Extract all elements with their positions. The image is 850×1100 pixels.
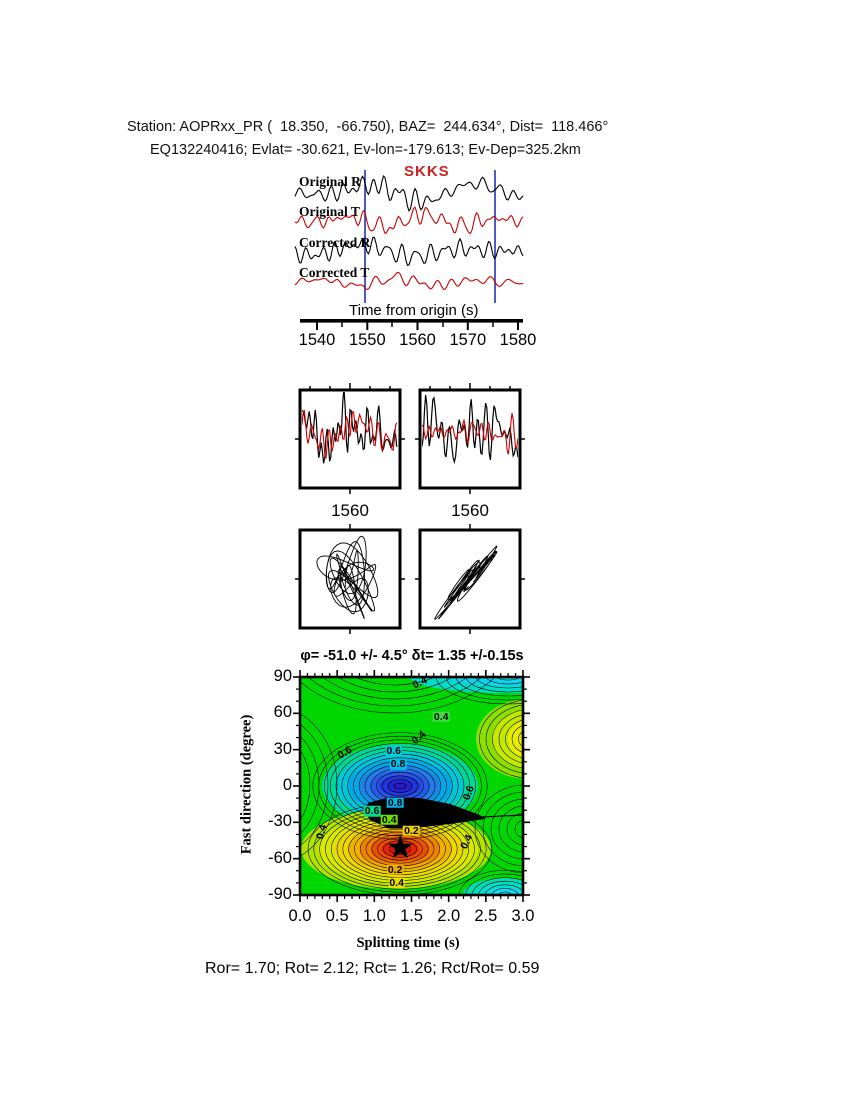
time-tick-label: 1570 — [449, 331, 487, 349]
contour-level-labels — [300, 674, 523, 895]
contour-ytick-label: 0 — [282, 775, 292, 794]
contour-level-label: 0.2 — [404, 824, 419, 837]
time-tick-label: 1550 — [348, 331, 386, 349]
contour-level-label: 0.4 — [409, 728, 429, 747]
contour-level-label: 0.4 — [458, 832, 476, 851]
contour-ytick-label: -30 — [268, 812, 292, 831]
windowed-waveform-panels — [295, 382, 527, 512]
contour-xtick-label: 3.0 — [511, 907, 535, 925]
contour-ytick-label: -60 — [268, 848, 292, 867]
quality-ratios-text: Ror= 1.70; Rot= 2.12; Rct= 1.26; Rct/Rot= 0.59 — [205, 960, 540, 977]
contour-level-label: 0.6 — [460, 784, 477, 803]
contour-level-label: 0.8 — [390, 757, 406, 770]
particle-motion-panels — [295, 525, 527, 637]
contour-ytick-label: 60 — [273, 703, 292, 722]
event-header-line: EQ132240416; Evlat= -30.621, Ev-lon=-179.613; Ev-Dep=325.2km — [150, 142, 581, 158]
contour-xtick-label: 0.5 — [325, 907, 349, 925]
contour-level-label: 0.6 — [386, 744, 401, 757]
window-tick-left: 1560 — [331, 501, 369, 520]
contour-level-label: 0.6 — [364, 805, 380, 818]
contour-level-label: 0.4 — [381, 813, 397, 826]
trace-label-corrected-t: Corrected T — [299, 265, 370, 280]
contour-xtick-label: 2.5 — [474, 907, 498, 925]
contour-xtick-label: 0.0 — [288, 907, 312, 925]
contour-ytick-label: -90 — [268, 884, 292, 903]
contour-title: φ= -51.0 +/- 4.5° δt= 1.35 +/-0.15s — [300, 648, 524, 664]
contour-xtick-label: 1.5 — [400, 907, 423, 925]
contour-level-label: 0.4 — [314, 823, 330, 841]
contour-level-label: 0.4 — [433, 710, 449, 723]
station-header-line: Station: AOPRxx_PR ( 18.350, -66.750), BAZ= 244.634°, Dist= 118.466° — [127, 119, 609, 135]
trace-label-corrected-r: Corrected R — [299, 235, 371, 250]
time-tick-label: 1560 — [399, 331, 436, 349]
contour-ytick-label: 90 — [273, 667, 292, 685]
contour-level-label: 0.4 — [389, 876, 404, 889]
phase-label-skks: SKKS — [404, 163, 450, 180]
contour-xtick-label: 2.0 — [437, 907, 461, 925]
time-tick-label: 1580 — [499, 331, 537, 349]
contour-xtick-label: 1.0 — [362, 907, 386, 925]
window-tick-right: 1560 — [451, 501, 489, 520]
time-tick-label: 1540 — [298, 331, 336, 349]
contour-xlabel: Splitting time (s) — [356, 935, 460, 951]
contour-ylabel: Fast direction (degree) — [238, 714, 255, 855]
contour-ytick-label: 30 — [273, 739, 292, 758]
trace-label-original-t: Original T — [299, 204, 360, 219]
contour-level-label: 0.4 — [411, 674, 430, 692]
contour-level-label: 0.6 — [335, 744, 354, 762]
contour-level-label: 0.2 — [387, 863, 403, 876]
contour-level-label: 0.8 — [387, 796, 403, 809]
trace-label-original-r: Original R — [299, 174, 361, 189]
time-axis-label: Time from origin (s) — [349, 302, 479, 319]
